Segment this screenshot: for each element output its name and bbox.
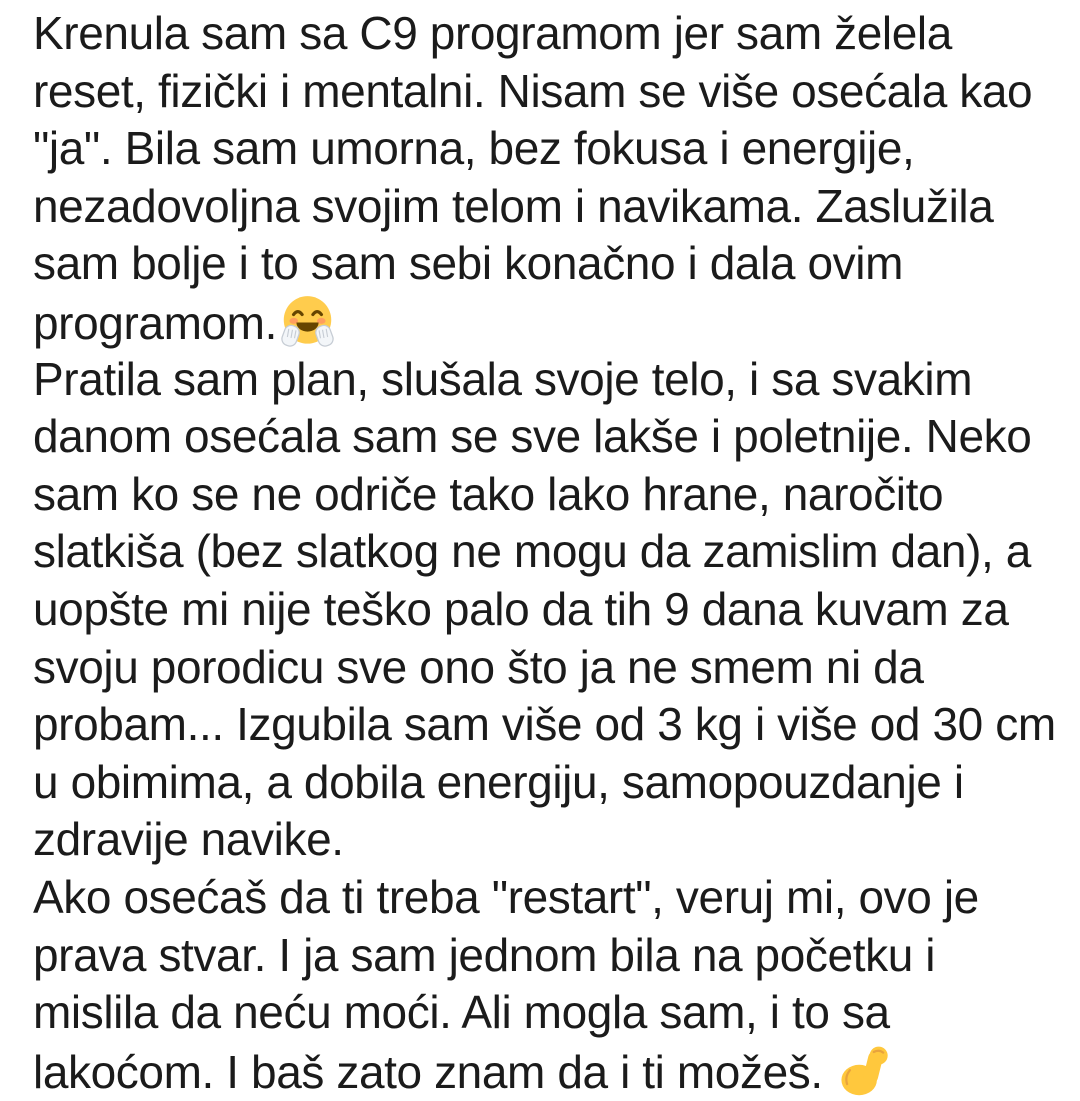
- line-text: programom.: [33, 296, 277, 349]
- line-text: Krenula sam sa C9 programom jer sam želela: [33, 7, 952, 59]
- line-text: lakoćom. I baš zato znam da i ti možeš.: [33, 1045, 836, 1098]
- text-line: [33, 639, 1060, 697]
- line-text: reset, fizički i mentalni. Nisam se više osećala kao: [33, 64, 1033, 117]
- hugging-face-emoji: [279, 293, 336, 350]
- text-line: [33, 5, 1060, 63]
- line-text: mislila da neću moći. Ali mogla sam, i to sa: [33, 986, 890, 1039]
- text-line: [33, 408, 1060, 466]
- line-text: u obimima, a dobila energiju, samopouzdanje i: [33, 755, 964, 808]
- line-text: svoju porodicu sve ono što ja ne smem ni da: [33, 640, 924, 693]
- line-text: slatkiša (bez slatkog ne mogu da zamislim dan), a: [33, 525, 1031, 578]
- line-text: Pratila sam plan, slušala svoje telo, i sa svakim: [33, 352, 973, 405]
- text-line: [33, 178, 1060, 236]
- text-line: [33, 235, 1060, 293]
- text-line: [33, 351, 1060, 409]
- line-text: probam... Izgubila sam više od 3 kg i više od 30 cm: [33, 698, 1056, 751]
- text-line: [33, 466, 1060, 524]
- text-line: [33, 754, 1060, 812]
- text-line: [33, 696, 1060, 754]
- text-line: [33, 927, 1060, 985]
- text-line: [33, 120, 1060, 178]
- text-line: [33, 984, 1060, 1042]
- text-line: [33, 1042, 1060, 1100]
- text-line: [33, 63, 1060, 121]
- line-text: zdravije navike.: [33, 813, 344, 866]
- line-text: "ja". Bila sam umorna, bez fokusa i energije,: [33, 122, 915, 175]
- text-line: [33, 581, 1060, 639]
- line-text: uopšte mi nije teško palo da tih 9 dana kuvam za: [33, 582, 1009, 635]
- line-text: sam ko se ne odriče tako lako hrane, naročito: [33, 467, 944, 520]
- line-text: prava stvar. I ja sam jednom bila na početku i: [33, 928, 936, 981]
- flexed-biceps-emoji: [837, 1042, 894, 1099]
- text-line: [33, 811, 1060, 869]
- text-line: [33, 523, 1060, 581]
- line-text: Ako osećaš da ti treba "restart", veruj mi, ovo je: [33, 870, 979, 923]
- text-line: [33, 869, 1060, 927]
- text-line: [33, 293, 1060, 351]
- line-text: nezadovoljna svojim telom i navikama. Zaslužila: [33, 179, 994, 232]
- line-text: sam bolje i to sam sebi konačno i dala ovim: [33, 237, 904, 290]
- line-text: danom osećala sam se sve lakše i poletnije. Neko: [33, 410, 1032, 463]
